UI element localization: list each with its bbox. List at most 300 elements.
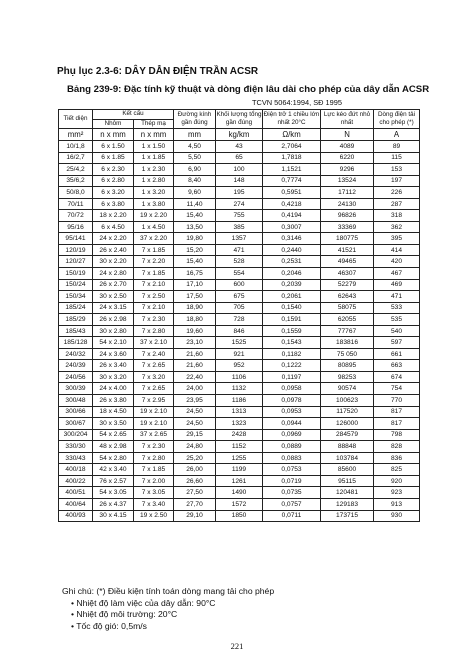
table-cell: 0,7774 [263,175,321,187]
table-cell: 7 x 2.65 [134,360,174,372]
table-cell: 24 x 4.00 [93,383,134,395]
table-cell: 6 x 2.80 [93,175,134,187]
table-cell: 98253 [321,371,374,383]
table-row [59,302,420,314]
table-row [59,244,420,256]
table-cell: 0,1222 [263,360,321,372]
table-cell: 0,0753 [263,464,321,476]
note-item: • Nhiệt độ làm việc của dây dẫn: 90°C [71,597,216,608]
table-row [59,337,420,349]
table-row [59,221,420,233]
unit-cell: mm [174,129,216,141]
header-weight: Khối lượng tổng gần đúng [216,110,263,129]
table-cell: 705 [216,302,263,314]
table-cell: 9,60 [174,187,216,199]
table-row [59,429,420,441]
table-cell: 100623 [321,395,374,407]
notes [62,586,274,632]
table-cell: 798 [374,429,420,441]
table-cell: 95115 [321,475,374,487]
table-cell: 930 [374,510,420,522]
table-cell: 54 x 2.80 [93,452,134,464]
table-cell: 19 x 2.10 [134,418,174,430]
notes-heading: Ghi chú: (*) Điều kiện tính toán dòng mang tải cho phép [62,586,275,596]
table-cell: 6,90 [174,164,216,176]
table-cell: 467 [374,268,420,280]
table-cell: 24,50 [174,406,216,418]
table-cell: 19,80 [174,233,216,245]
header-resistance: Điện trở 1 chiều lớn nhất 20°C [263,110,321,129]
table-cell: 300/67 [59,418,93,430]
table-cell: 1 x 3.80 [134,198,174,210]
table-cell: 37 x 2.20 [134,233,174,245]
table-cell: 836 [374,452,420,464]
header-steel: Thép mạ [134,119,174,129]
table-cell: 0,0757 [263,498,321,510]
table-cell: 7 x 2.40 [134,348,174,360]
table-cell: 126000 [321,418,374,430]
table-cell: 300/48 [59,395,93,407]
table-cell: 0,2039 [263,279,321,291]
table-cell: 183816 [321,337,374,349]
table-cell: 663 [374,360,420,372]
table-cell: 24,80 [174,441,216,453]
table-cell: 95/16 [59,221,93,233]
appendix-title: Phụ lục 2.3-6: DÂY DẪN ĐIỆN TRẦN ACSR [57,66,259,77]
table-cell: 0,5951 [263,187,321,199]
table-cell: 80895 [321,360,374,372]
header-diameter: Đường kính gần đúng [174,110,216,129]
table-cell: 48 x 2.98 [93,441,134,453]
table-cell: 825 [374,464,420,476]
table-cell: 26 x 2.40 [93,244,134,256]
table-row [59,152,420,164]
table-cell: 7 x 2.10 [134,302,174,314]
table-cell: 24 x 2.80 [93,268,134,280]
table-row [59,198,420,210]
table-cell: 0,0944 [263,418,321,430]
table-cell: 37 x 2.65 [134,429,174,441]
table-cell: 1525 [216,337,263,349]
table-cell: 89 [374,141,420,153]
table-row [59,406,420,418]
table-row [59,360,420,372]
table-cell: 17,10 [174,279,216,291]
table-cell: 0,1591 [263,314,321,326]
table-row [59,441,420,453]
table-row [59,464,420,476]
table-cell: 33369 [321,221,374,233]
table-cell: 153 [374,164,420,176]
table-cell: 7 x 2.50 [134,291,174,303]
table-row [59,175,420,187]
table-row [59,395,420,407]
table-cell: 24130 [321,198,374,210]
table-cell: 6 x 4.50 [93,221,134,233]
table-cell: 120/19 [59,244,93,256]
table-cell: 1199 [216,464,263,476]
table-cell: 13524 [321,175,374,187]
table-cell: 16/2,7 [59,152,93,164]
table-cell: 1 x 4.50 [134,221,174,233]
table-cell: 1323 [216,418,263,430]
table-row [59,498,420,510]
table-cell: 115 [374,152,420,164]
table-cell: 6 x 2.30 [93,164,134,176]
table-cell: 58075 [321,302,374,314]
table-cell: 6 x 1.85 [93,152,134,164]
table-cell: 117520 [321,406,374,418]
table-cell: 817 [374,406,420,418]
table-row [59,291,420,303]
table-cell: 23,10 [174,337,216,349]
table-cell: 528 [216,256,263,268]
table-cell: 54 x 2.65 [93,429,134,441]
table-cell: 88848 [321,441,374,453]
table-cell: 19 x 2.10 [134,406,174,418]
table-cell: 7 x 2.30 [134,314,174,326]
table-cell: 30 x 2.50 [93,291,134,303]
table-cell: 19 x 2.50 [134,510,174,522]
note-text: Nhiệt độ làm việc của dây dẫn: 90°C [76,597,216,608]
table-cell: 19 x 2.20 [134,210,174,222]
table-cell: 30 x 2.20 [93,256,134,268]
table-cell: 100 [216,164,263,176]
table-cell: 828 [374,441,420,453]
table-cell: 30 x 3.20 [93,371,134,383]
table-cell: 1,7818 [263,152,321,164]
table-cell: 85600 [321,464,374,476]
table-cell: 173715 [321,510,374,522]
table-cell: 817 [374,418,420,430]
table-cell: 41521 [321,244,374,256]
table-cell: 24,50 [174,418,216,430]
table-cell: 185/24 [59,302,93,314]
table-cell: 226 [374,187,420,199]
table-cell: 414 [374,244,420,256]
table-cell: 600 [216,279,263,291]
table-cell: 4,50 [174,141,216,153]
table-cell: 0,0953 [263,406,321,418]
table-cell: 129183 [321,498,374,510]
table-cell: 24 x 2.20 [93,233,134,245]
table-cell: 103784 [321,452,374,464]
table-cell: 913 [374,498,420,510]
unit-cell: n x mm [93,129,134,141]
table-cell: 96826 [321,210,374,222]
table-cell: 150/34 [59,291,93,303]
table-cell: 597 [374,337,420,349]
table-cell: 1 x 1.50 [134,141,174,153]
table-cell: 26 x 2.98 [93,314,134,326]
table-row [59,256,420,268]
table-cell: 18,90 [174,302,216,314]
table-cell: 29,10 [174,510,216,522]
table-cell: 7 x 2.65 [134,383,174,395]
acsr-spec-table [58,109,420,522]
table-cell: 26 x 4.37 [93,498,134,510]
table-row [59,418,420,430]
table-cell: 18 x 2.20 [93,210,134,222]
table-cell: 6 x 3.80 [93,198,134,210]
table-cell: 755 [216,210,263,222]
table-cell: 7 x 2.20 [134,256,174,268]
table-row [59,475,420,487]
table-cell: 50/8,0 [59,187,93,199]
table-cell: 728 [216,314,263,326]
table-cell: 120/27 [59,256,93,268]
table-cell: 0,1543 [263,337,321,349]
table-cell: 62055 [321,314,374,326]
table-cell: 185/43 [59,325,93,337]
table-cell: 846 [216,325,263,337]
table-cell: 54 x 3.05 [93,487,134,499]
table-cell: 26 x 3.80 [93,395,134,407]
table-cell: 9296 [321,164,374,176]
table-cell: 0,2440 [263,244,321,256]
table-cell: 0,4218 [263,198,321,210]
table-cell: 30 x 2.80 [93,325,134,337]
table-cell: 300/66 [59,406,93,418]
table-cell: 25/4,2 [59,164,93,176]
table-cell: 0,3007 [263,221,321,233]
table-cell: 240/56 [59,371,93,383]
table-cell: 535 [374,314,420,326]
table-cell: 77767 [321,325,374,337]
table-cell: 7 x 2.00 [134,475,174,487]
table-cell: 952 [216,360,263,372]
table-cell: 400/22 [59,475,93,487]
table-cell: 185/128 [59,337,93,349]
table-cell: 29,15 [174,429,216,441]
standard-reference: TCVN 5064:1994, SĐ 1995 [252,98,342,107]
table-cell: 0,1559 [263,325,321,337]
table-cell: 0,2061 [263,291,321,303]
table-cell: 1490 [216,487,263,499]
table-row [59,371,420,383]
table-cell: 1186 [216,395,263,407]
table-cell: 400/64 [59,498,93,510]
table-cell: 148 [216,175,263,187]
table-row [59,268,420,280]
table-cell: 1 x 1.85 [134,152,174,164]
table-cell: 26 x 3.40 [93,360,134,372]
table-cell: 5,50 [174,152,216,164]
table-row [59,210,420,222]
table-cell: 284579 [321,429,374,441]
table-cell: 0,3146 [263,233,321,245]
table-cell: 37 x 2.10 [134,337,174,349]
table-row [59,141,420,153]
table-cell: 0,1182 [263,348,321,360]
table-row [59,187,420,199]
table-row [59,164,420,176]
note-item: • Tốc độ gió: 0,5m/s [71,620,147,631]
table-cell: 180775 [321,233,374,245]
table-cell: 0,0958 [263,383,321,395]
table-cell: 674 [374,371,420,383]
table-cell: 300/204 [59,429,93,441]
table-cell: 395 [374,233,420,245]
table-cell: 54 x 2.10 [93,337,134,349]
table-cell: 1261 [216,475,263,487]
table-cell: 26,00 [174,464,216,476]
table-cell: 21,60 [174,348,216,360]
table-cell: 661 [374,348,420,360]
table-cell: 400/18 [59,464,93,476]
table-cell: 7 x 1.85 [134,244,174,256]
table-cell: 75 050 [321,348,374,360]
table-cell: 49465 [321,256,374,268]
table-cell: 7 x 3.20 [134,371,174,383]
table-cell: 0,1540 [263,302,321,314]
table-cell: 2428 [216,429,263,441]
table-cell: 27,50 [174,487,216,499]
table-cell: 150/19 [59,268,93,280]
table-cell: 0,0978 [263,395,321,407]
table-cell: 0,0735 [263,487,321,499]
table-cell: 7 x 2.80 [134,452,174,464]
table-cell: 90574 [321,383,374,395]
page-number: 221 [230,641,244,651]
table-cell: 25,20 [174,452,216,464]
table-cell: 554 [216,268,263,280]
table-cell: 13,50 [174,221,216,233]
table-row [59,452,420,464]
table-cell: 0,0969 [263,429,321,441]
table-cell: 7 x 2.10 [134,279,174,291]
table-cell: 0,0711 [263,510,321,522]
table-cell: 4089 [321,141,374,153]
table-cell: 0,2531 [263,256,321,268]
table-cell: 469 [374,279,420,291]
note-text: Tốc độ gió: 0,5m/s [76,620,147,631]
unit-cell: kg/km [216,129,263,141]
table-cell: 1 x 3.20 [134,187,174,199]
table-cell: 15,40 [174,256,216,268]
table-cell: 240/39 [59,360,93,372]
table-cell: 26,60 [174,475,216,487]
table-cell: 30 x 4.15 [93,510,134,522]
table-cell: 471 [216,244,263,256]
table-row [59,279,420,291]
table-row [59,510,420,522]
table-cell: 62643 [321,291,374,303]
table-cell: 7 x 2.95 [134,395,174,407]
table-cell: 300/39 [59,383,93,395]
table-cell: 197 [374,175,420,187]
table-cell: 0,1197 [263,371,321,383]
header-current: Dòng điện tải cho phép (*) [374,110,420,129]
table-cell: 42 x 3.40 [93,464,134,476]
table-cell: 1,1521 [263,164,321,176]
table-row [59,348,420,360]
table-cell: 24,00 [174,383,216,395]
unit-cell: n x mm [134,129,174,141]
table-cell: 24 x 3.15 [93,302,134,314]
table-cell: 17,50 [174,291,216,303]
table-cell: 6 x 3.20 [93,187,134,199]
table-cell: 400/51 [59,487,93,499]
table-cell: 7 x 1.85 [134,464,174,476]
table-cell: 240/32 [59,348,93,360]
table-cell: 2,7064 [263,141,321,153]
unit-cell: A [374,129,420,141]
table-cell: 1313 [216,406,263,418]
table-cell: 400/93 [59,510,93,522]
header-section: Tiết diện [59,110,93,129]
note-text: Nhiệt độ môi trường: 20°C [76,609,178,620]
table-cell: 1357 [216,233,263,245]
unit-cell: mm² [59,129,93,141]
table-cell: 7 x 3.40 [134,498,174,510]
table-cell: 923 [374,487,420,499]
table-cell: 921 [216,348,263,360]
table-cell: 0,0889 [263,441,321,453]
table-cell: 18,80 [174,314,216,326]
table-row [59,487,420,499]
table-cell: 52279 [321,279,374,291]
table-cell: 17112 [321,187,374,199]
table-cell: 540 [374,325,420,337]
table-row [59,383,420,395]
table-cell: 18 x 4.50 [93,406,134,418]
header-tensile: Lực kéo đứt nhỏ nhất [321,110,374,129]
table-cell: 471 [374,291,420,303]
table-row [59,314,420,326]
table-cell: 0,2046 [263,268,321,280]
table-cell: 420 [374,256,420,268]
table-cell: 11,40 [174,198,216,210]
table-cell: 1132 [216,383,263,395]
table-cell: 10/1,8 [59,141,93,153]
table-body [59,141,420,522]
table-cell: 70/72 [59,210,93,222]
table-cell: 24 x 3.60 [93,348,134,360]
table-cell: 920 [374,475,420,487]
table-cell: 330/43 [59,452,93,464]
table-cell: 21,60 [174,360,216,372]
table-cell: 23,95 [174,395,216,407]
table-cell: 8,40 [174,175,216,187]
header-aluminum: Nhôm [93,119,134,129]
table-cell: 533 [374,302,420,314]
table-cell: 1 x 2.80 [134,175,174,187]
table-cell: 1572 [216,498,263,510]
table-cell: 1106 [216,371,263,383]
table-cell: 76 x 2.57 [93,475,134,487]
table-cell: 15,20 [174,244,216,256]
table-cell: 1 x 2.30 [134,164,174,176]
table-cell: 22,40 [174,371,216,383]
table-row [59,325,420,337]
table-cell: 1850 [216,510,263,522]
table-cell: 150/24 [59,279,93,291]
table-cell: 7 x 3.05 [134,487,174,499]
table-cell: 6 x 1.50 [93,141,134,153]
unit-cell: Ω/km [263,129,321,141]
table-cell: 1255 [216,452,263,464]
table-cell: 675 [216,291,263,303]
table-cell: 0,4194 [263,210,321,222]
table-cell: 19,60 [174,325,216,337]
table-cell: 70/11 [59,198,93,210]
table-cell: 46307 [321,268,374,280]
table-cell: 95/141 [59,233,93,245]
table-cell: 1152 [216,441,263,453]
table-cell: 274 [216,198,263,210]
table-cell: 16,75 [174,268,216,280]
